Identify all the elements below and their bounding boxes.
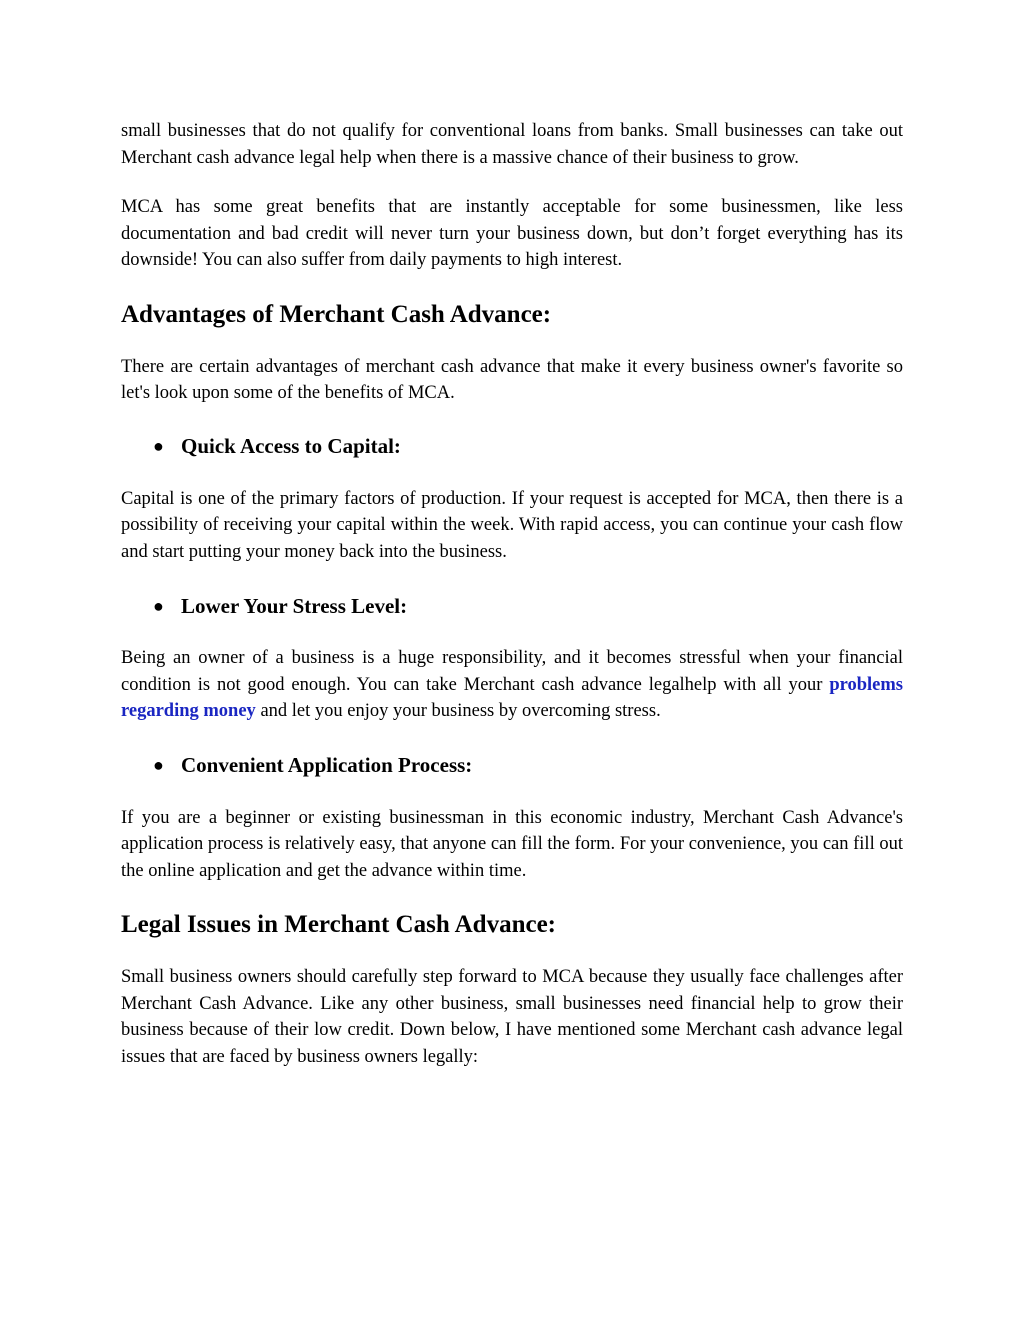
bullet-quick-access (121, 433, 903, 461)
heading-advantages: Advantages of Merchant Cash Advance: (121, 300, 552, 328)
paragraph-lower-stress (121, 645, 903, 725)
paragraph-quick-access: Capital is one of the primary factors of production. If your request is accepted for MCA, then there is a possibility of receiving your capital within the week. With rapid access, you can continue your cash flow and start putting your money back into the business. (121, 488, 903, 562)
heading-legal-issues: Legal Issues in Merchant Cash Advance: (121, 911, 556, 938)
bullet-convenient-process (121, 752, 903, 780)
problems-regarding-money-link[interactable]: problems regarding money (121, 674, 903, 721)
paragraph-advantages-intro: There are certain advantages of merchant cash advance that make it every business owner's favorite so let's look upon some of the benefits of MCA. (121, 356, 903, 403)
bullet-label-quick-access: Quick Access to Capital: (181, 434, 401, 458)
paragraph-mca-benefits: MCA has some great benefits that are instantly acceptable for some businessmen, like less documentation and bad credit will never turn your business down, but don’t forget everything has its downside! You can also suffer from daily payments to high interest. (121, 197, 903, 270)
bullet-label-convenient-process: Convenient Application Process: (181, 753, 473, 777)
bullet-icon: ● (153, 595, 164, 616)
paragraph-lower-stress-text: Being an owner of a business is a huge responsibility, and it becomes stressful when your financial condition is not good enough. You can take Merchant cash advance legalhelp with all your (121, 648, 903, 695)
paragraph-convenient-process: If you are a beginner or existing businessman in this economic industry, Merchant Cash Advance's application process is relatively easy, that anyone can fill the form. For your convenience, you can fill out the online application and get the advance within time. (121, 807, 903, 881)
bullet-label-lower-stress: Lower Your Stress Level: (181, 593, 408, 618)
paragraph-legal-issues: Small business owners should carefully step forward to MCA because they usually face challenges after Merchant Cash Advance. Like any other business, small businesses need financial help to grow their business because of their low credit. Down below, I have mentioned some Merchant cash advance legal issues that are faced by business owners legally: (121, 967, 903, 1067)
paragraph-lower-stress-text-end: and let you enjoy your business by overcoming stress. (255, 701, 661, 721)
bullet-lower-stress (121, 592, 903, 620)
bullet-icon: ● (153, 436, 164, 456)
paragraph-intro: small businesses that do not qualify for conventional loans from banks. Small businesses can take out Merchant cash advance legal help when there is a massive chance of their business to grow. (121, 121, 903, 168)
bullet-icon: ● (153, 755, 164, 775)
document-page (121, 118, 903, 1070)
